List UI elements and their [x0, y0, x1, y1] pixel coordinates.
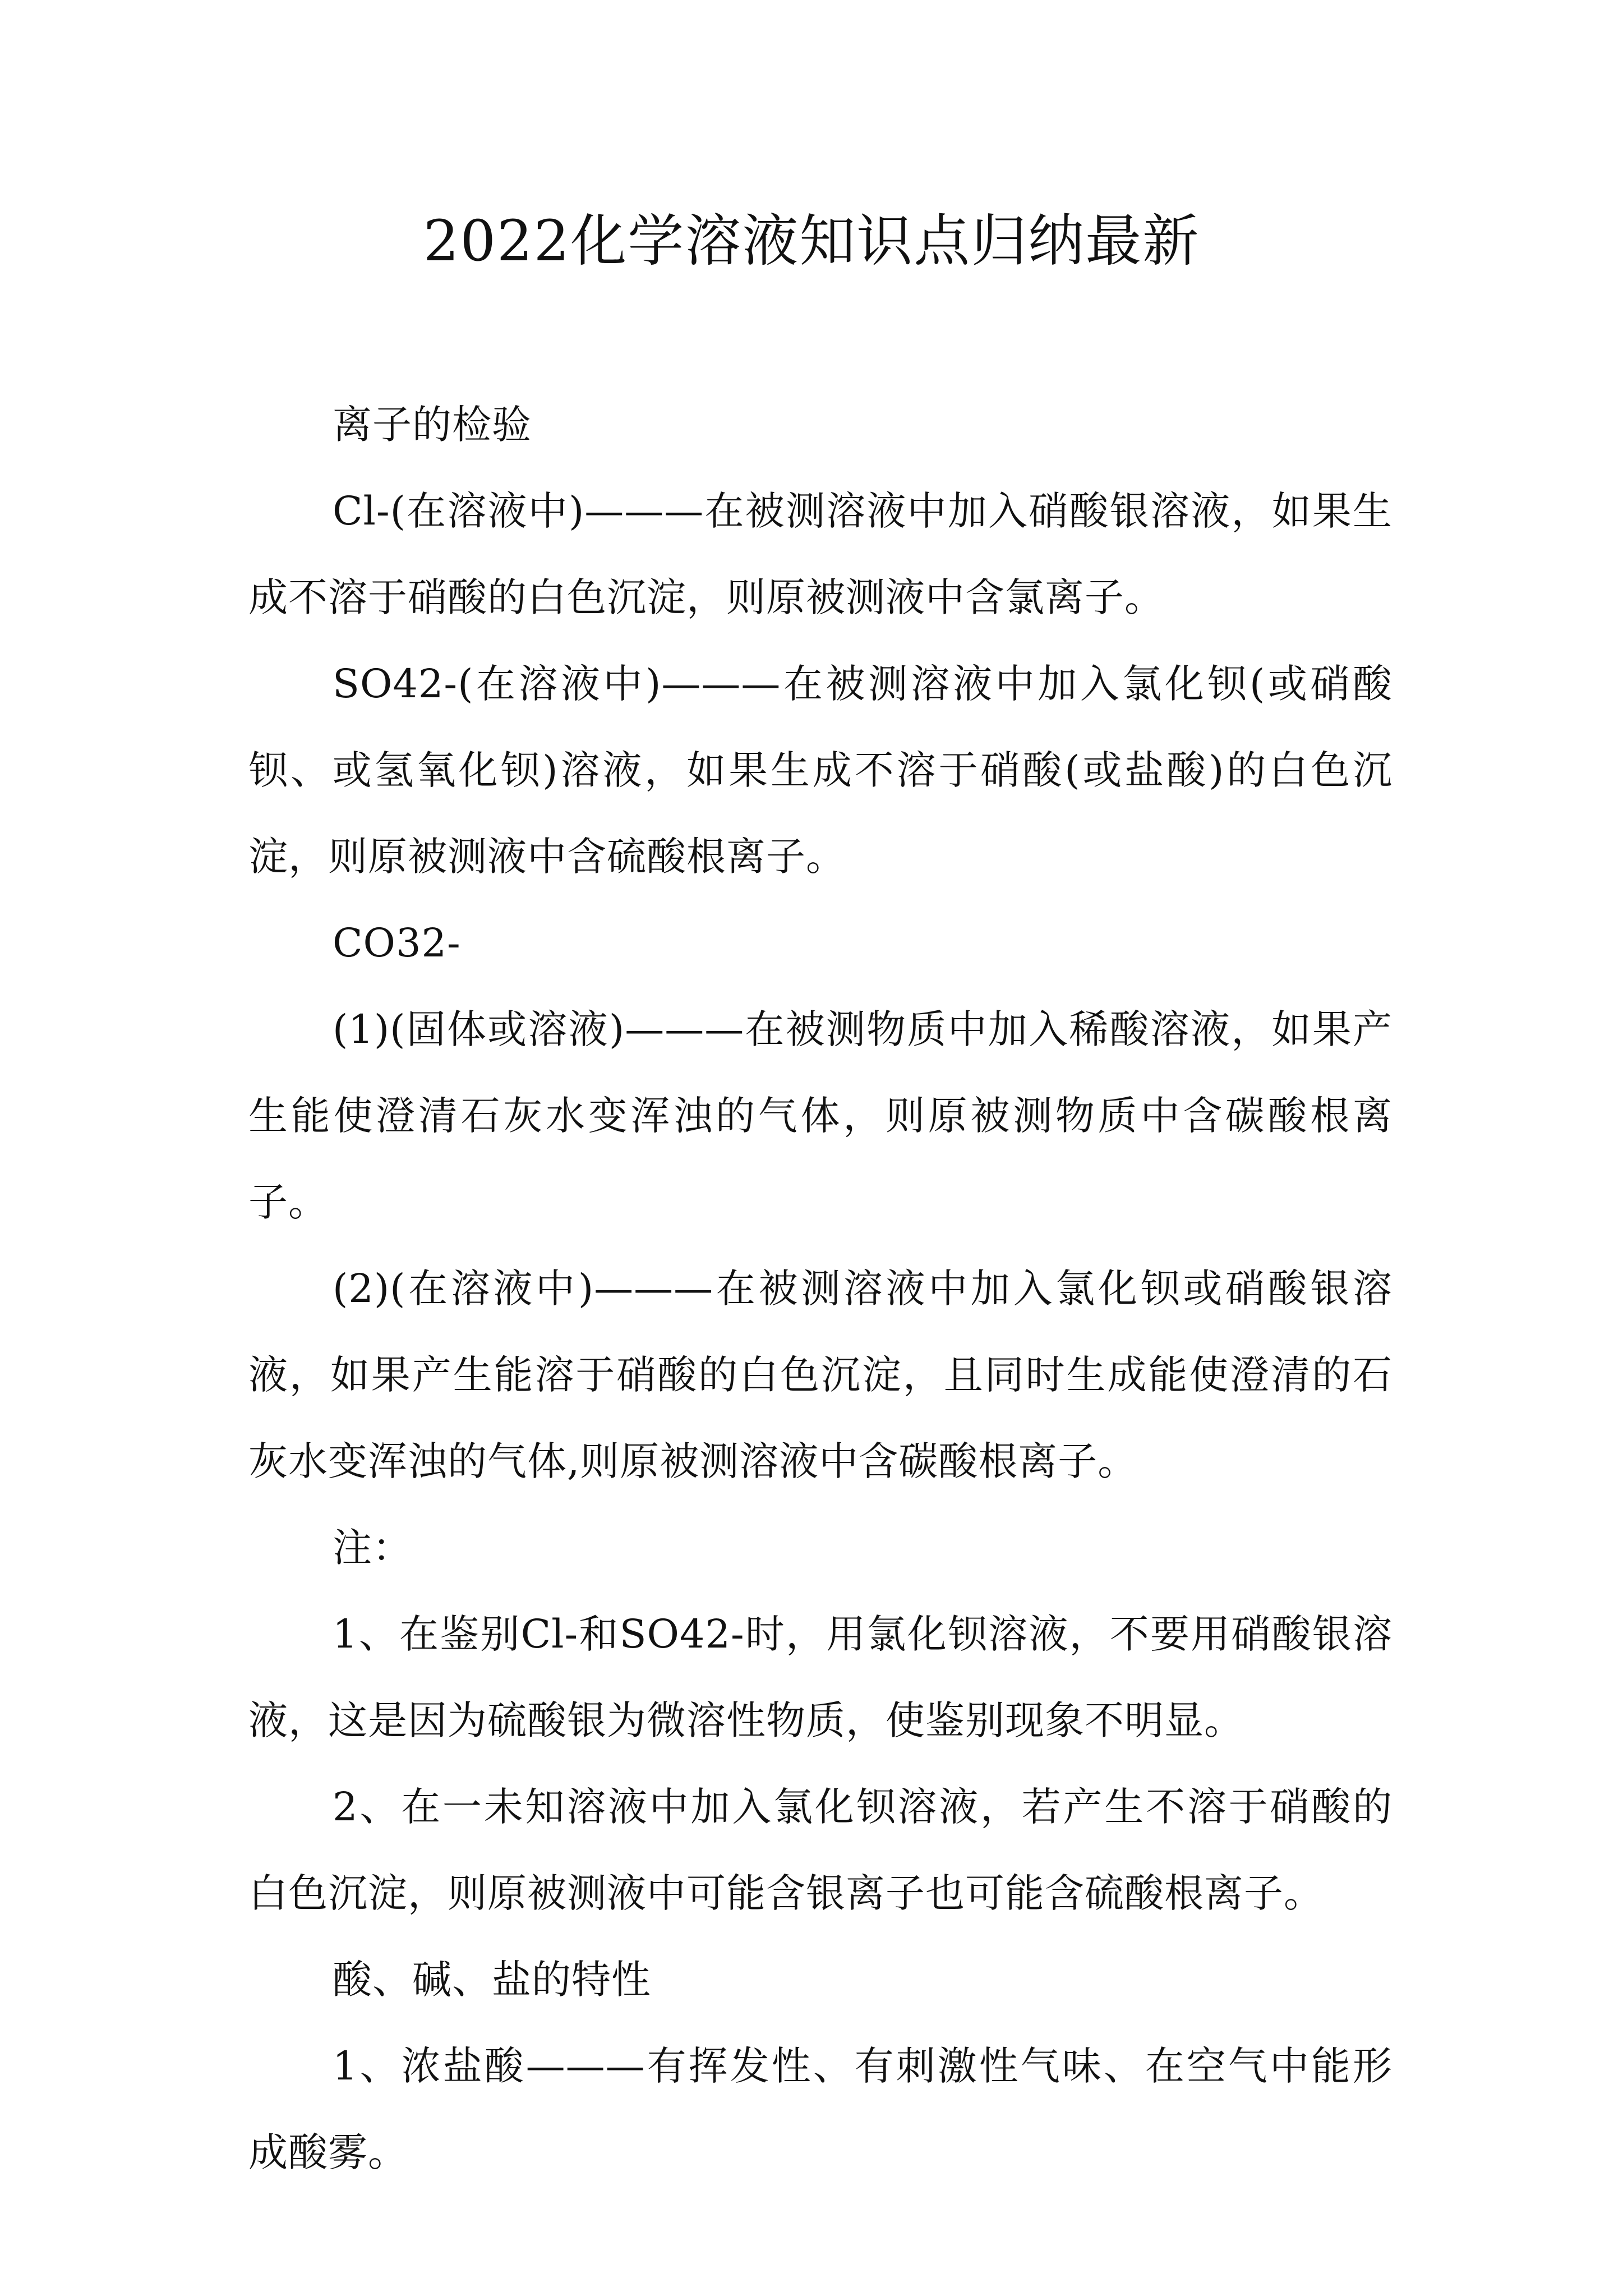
- paragraph-heading-ion-test: 离子的检验: [333, 402, 532, 448]
- document-body: [248, 381, 1393, 2196]
- paragraph-heading-properties: 酸、碱、盐的特性: [333, 1957, 651, 2003]
- paragraph-carbonate-heading: CO32-: [333, 920, 461, 966]
- document-title: 2022化学溶液知识点归纳最新: [423, 208, 1200, 274]
- paragraph-chloride-test: Cl-(在溶液中)———在被测溶液中加入硝酸银溶液，如果生成不溶于硝酸的白色沉淀，则原被测液中含氯离子。: [248, 488, 1393, 620]
- paragraph-carbonate-solid: (1)(固体或溶液)———在被测物质中加入稀酸溶液，如果产生能使澄清石灰水变浑浊的气体，则原被测物质中含碳酸根离子。: [248, 1006, 1393, 1225]
- paragraph-note-heading: 注：: [333, 1525, 412, 1571]
- paragraph-sulfate-test: SO42-(在溶液中)———在被测溶液中加入氯化钡(或硝酸钡、或氢氧化钡)溶液，如果生成不溶于硝酸(或盐酸)的白色沉淀，则原被测液中含硫酸根离子。: [248, 661, 1393, 880]
- paragraph-hydrochloric-acid: 1、浓盐酸———有挥发性、有刺激性气味、在空气中能形成酸雾。: [248, 2043, 1393, 2175]
- paragraph-note-1: 1、在鉴别Cl-和SO42-时，用氯化钡溶液，不要用硝酸银溶液，这是因为硫酸银为微溶性物质，使鉴别现象不明显。: [248, 1611, 1393, 1743]
- paragraph-note-2: 2、在一未知溶液中加入氯化钡溶液，若产生不溶于硝酸的白色沉淀，则原被测液中可能含银离子也可能含硫酸根离子。: [248, 1784, 1393, 1916]
- paragraph-carbonate-solution: (2)(在溶液中)———在被测溶液中加入氯化钡或硝酸银溶液，如果产生能溶于硝酸的白色沉淀，且同时生成能使澄清的石灰水变浑浊的气体,则原被测溶液中含碳酸根离子。: [248, 1266, 1393, 1484]
